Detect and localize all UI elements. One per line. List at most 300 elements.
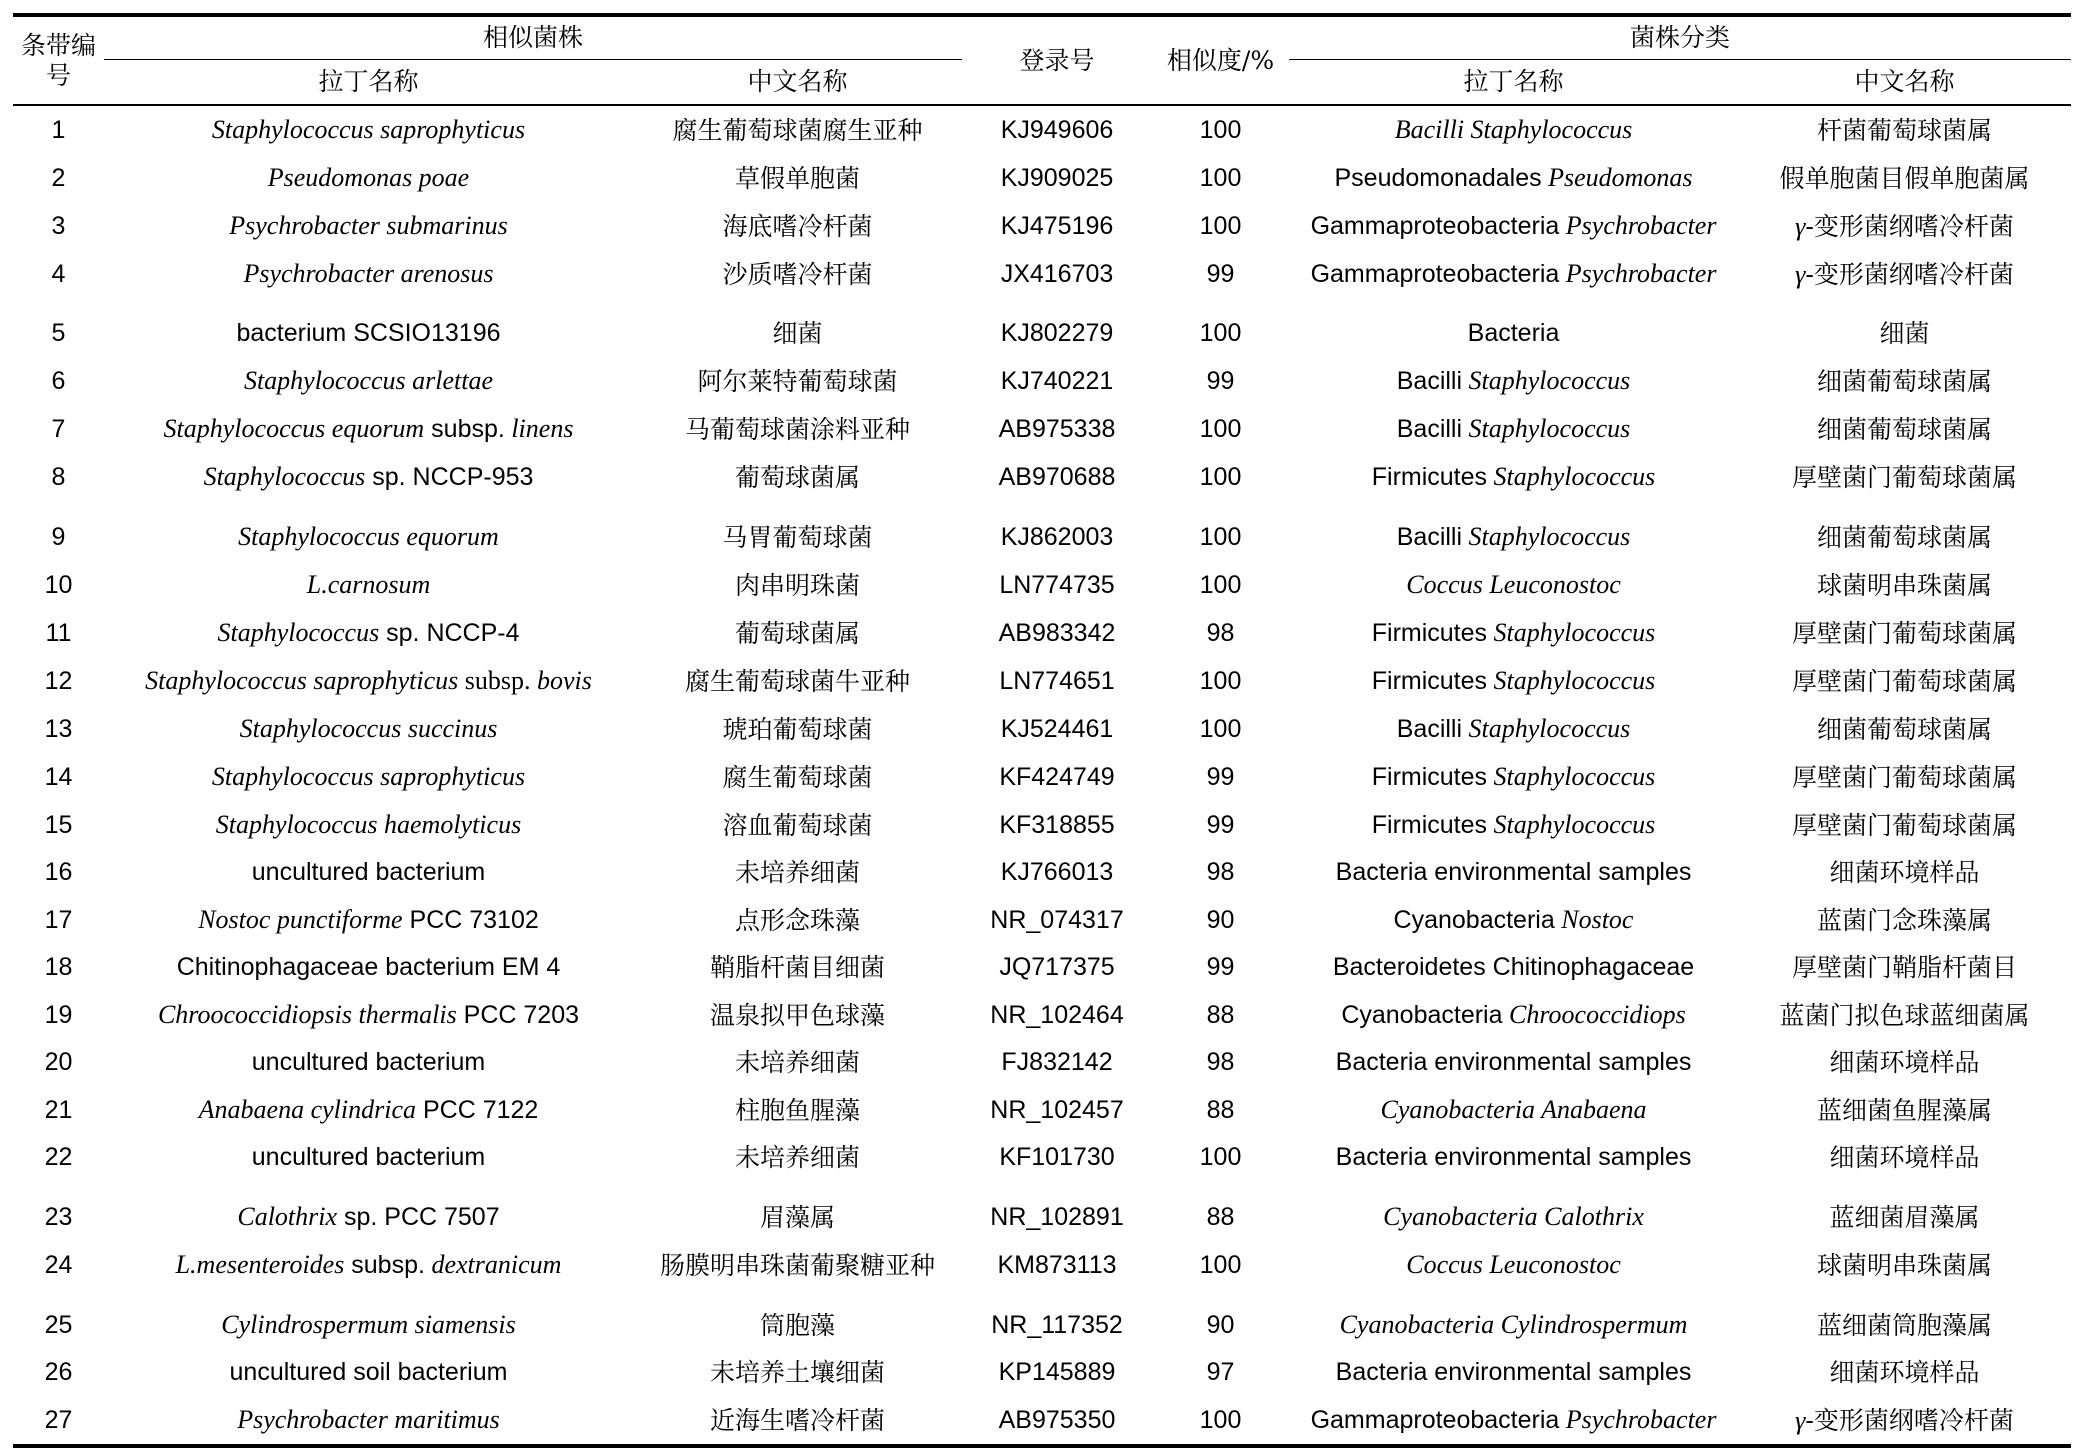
name-segment: Bacilli Staphylococcus [1394,115,1633,144]
table-row [13,1134,2071,1181]
accession-number: KJ802279 [1000,319,1114,347]
classification-latin [1289,1039,1738,1086]
name-segment: Staphylococcus [1462,714,1631,743]
name-segment: subsp. [424,415,505,443]
similar-strain-chinese: 草假单胞菌 [735,163,861,193]
similarity-percent: 88 [1206,1095,1235,1124]
classification-latin [1289,202,1738,250]
name-segment: Staphylococcus saprophyticus [211,762,526,791]
name-segment: Gammaproteobacteria [1310,212,1560,240]
similar-strain-latin [104,801,633,849]
accession-number: AB975338 [998,414,1116,443]
name-segment: PCC 7122 [416,1096,539,1124]
similar-strain-latin [104,202,633,250]
band-number: 15 [44,810,73,839]
classification-latin [1289,849,1738,896]
name-segment: Staphylococcus [217,618,380,647]
name-segment: bovis [530,666,592,695]
band-number: 13 [44,714,73,743]
name-segment: 球菌 [1817,1250,1868,1280]
name-segment: Psychrobacter [1559,211,1717,240]
table-row [13,705,2071,753]
name-segment: γ [1795,259,1806,289]
similar-strain-latin [104,609,633,657]
table-row [13,1396,2071,1446]
band-number: 16 [44,858,73,886]
table-row [13,561,2071,609]
name-segment: Nostoc punctiforme [198,905,403,934]
classification-chinese: 蓝细菌鱼腥藻属 [1817,1095,1993,1125]
name-segment: Bacteria environmental samples [1335,1143,1692,1171]
similar-strain-latin [104,1396,633,1446]
classification-chinese: 杆菌葡萄球菌属 [1817,115,1993,145]
similarity-percent: 99 [1206,810,1235,839]
classification-chinese: 细菌葡萄球菌属 [1817,714,1993,744]
similar-strain-chinese: 筒胞藻 [760,1310,836,1340]
similar-strain-latin [104,705,633,753]
name-segment: linens [504,414,574,443]
name-segment: Staphylococcus succinus [239,714,498,743]
name-segment: Gammaproteobacteria [1310,260,1560,288]
similarity-percent: 88 [1206,1202,1235,1231]
similarity-percent: 99 [1206,953,1235,981]
name-segment: Cyanobacteria Cylindrospermum [1339,1310,1688,1339]
classification-latin-header: 拉丁名称 [1463,67,1564,96]
band-number: 17 [44,905,73,934]
similar-strain-chinese: 细菌 [772,319,823,348]
similar-strain-chinese: 阿尔莱特葡萄球菌 [697,366,898,396]
name-segment: Bacilli [1396,367,1463,395]
name-segment: Psychrobacter submarinus [229,211,508,240]
classification-latin [1289,1241,1738,1289]
name-segment: bacterium SCSIO13196 [236,319,501,347]
similarity-percent: 98 [1206,618,1235,647]
name-segment: Bacteroidetes Chitinophagaceae [1332,953,1695,981]
table-row [13,1349,2071,1396]
similar-strain-chinese: 溶血葡萄球菌 [722,810,873,840]
band-number: 9 [51,522,66,551]
similar-strain-latin [104,1039,633,1086]
accession-number: AB975350 [998,1405,1116,1434]
accession-number: NR_102457 [990,1095,1124,1124]
accession-number: KJ475196 [1000,211,1114,240]
similarity-percent: 100 [1199,1405,1242,1434]
classification-chinese: 厚壁菌门葡萄球菌属 [1792,666,2018,696]
name-segment: uncultured bacterium [251,1048,486,1076]
table-row [13,944,2071,991]
accession-number: KF318855 [999,810,1115,839]
similar-strain-latin [104,896,633,944]
similar-strain-latin [104,1349,633,1396]
classification-latin [1289,1086,1738,1134]
name-segment: Bacteria environmental samples [1335,1358,1692,1386]
similar-strain-chinese: 腐生葡萄球菌牛亚种 [685,666,911,696]
table-row [13,1181,2071,1241]
similarity-percent: 100 [1199,666,1242,695]
accession-number: KJ949606 [1000,115,1114,144]
band-number: 19 [44,1000,73,1029]
table-row [13,105,2071,154]
band-number: 11 [45,618,72,647]
classification-chinese: 厚壁菌门鞘脂杆菌目 [1792,953,2018,982]
similarity-percent: 100 [1199,714,1242,743]
similarity-percent: 90 [1206,905,1235,934]
name-segment: PCC 73102 [402,906,539,934]
table-row [13,1086,2071,1134]
classification-chinese [1738,1396,2071,1446]
name-segment: Psychrobacter arenosus [243,259,494,288]
similar-strain-latin [104,657,633,705]
name-segment: subsp. [344,1251,425,1279]
similar-strain-latin [104,1086,633,1134]
similar-strain-latin [104,298,633,357]
similarity-percent: 100 [1199,115,1242,144]
similar-strain-chinese: 温泉拟甲色球藻 [710,1000,886,1030]
name-segment: Firmicutes [1371,763,1488,791]
band-number: 7 [51,414,66,443]
classification-chinese: 细菌葡萄球菌属 [1817,414,1993,444]
name-segment: Bacilli [1396,523,1463,551]
table-row [13,991,2071,1039]
accession-number: KJ524461 [1000,714,1114,743]
accession-number: KJ909025 [1000,163,1114,192]
table-row [13,405,2071,453]
name-segment: Staphylococcus saprophyticus [211,115,526,144]
strain-identification-table [13,13,2071,1448]
band-number: 23 [44,1202,73,1231]
chinese-name-header: 中文名称 [747,67,848,96]
name-segment: -变形菌纲嗜冷杆菌 [1805,259,2014,289]
name-segment: sp. NCCP-4 [379,619,520,647]
classification-chinese: 细菌葡萄球菌属 [1817,522,1993,552]
similarity-percent: 98 [1206,858,1235,886]
band-number: 21 [44,1095,73,1124]
classification-chinese: 蓝菌门念珠藻属 [1817,905,1993,935]
name-segment: Staphylococcus equorum [163,414,425,443]
accession-number: KJ740221 [1000,366,1114,395]
table-row [13,1289,2071,1349]
name-segment: Calothrix [237,1202,338,1231]
name-segment: Staphylococcus [1487,618,1656,647]
accession-header: 登录号 [1019,45,1095,75]
table-row [13,609,2071,657]
name-segment: Coccus Leuconostoc [1406,570,1621,599]
accession-number: NR_102464 [990,1000,1124,1029]
similarity-percent: 98 [1206,1048,1235,1076]
table-row [13,1039,2071,1086]
band-number: 6 [51,366,66,395]
accession-number: LN774735 [999,570,1115,599]
band-number: 4 [51,259,66,288]
name-segment: Firmicutes [1371,463,1488,491]
classification-latin [1289,453,1738,501]
name-segment: Staphylococcus [1487,810,1656,839]
band-number: 1 [51,115,66,144]
band-number: 20 [44,1048,73,1076]
name-segment: Staphylococcus [1487,462,1656,491]
accession-number: KM873113 [997,1250,1117,1279]
table-row [13,801,2071,849]
name-segment: -变形菌纲嗜冷杆菌 [1805,1405,2014,1435]
similarity-percent: 100 [1199,1250,1242,1279]
band-number: 3 [51,211,66,240]
classification-latin [1289,609,1738,657]
classification-chinese: 细菌环境样品 [1829,858,1980,887]
similarity-percent: 100 [1199,462,1242,491]
table-row [13,453,2071,501]
similar-strain-latin [104,753,633,801]
name-segment: uncultured soil bacterium [229,1358,508,1386]
name-segment: Firmicutes [1371,667,1488,695]
accession-number: FJ832142 [1001,1048,1113,1076]
similar-strain-latin [104,1134,633,1181]
name-segment: Staphylococcus saprophyticus [145,666,459,695]
table-row [13,1241,2071,1289]
similarity-percent: 99 [1206,259,1235,288]
similar-strain-chinese: 肉串明珠菌 [735,570,861,600]
name-segment: Pseudomonas poae [267,163,470,192]
table-body [13,105,2071,1446]
similar-strain-latin [104,849,633,896]
classification-latin [1289,705,1738,753]
accession-number: KJ766013 [1000,858,1114,886]
name-segment: sp. PCC 7507 [337,1203,500,1231]
name-segment: sp. NCCP-953 [365,463,534,491]
similar-strain-latin [104,991,633,1039]
accession-number: AB983342 [998,618,1116,647]
name-segment: Pseudomonadales [1334,164,1542,192]
similarity-percent: 99 [1206,762,1235,791]
similar-strain-latin [104,501,633,561]
classification-latin [1289,801,1738,849]
similar-strain-latin [104,105,633,154]
accession-number: KJ862003 [1000,522,1114,551]
name-segment: Psychrobacter [1559,1405,1717,1434]
similar-strain-chinese: 腐生葡萄球菌腐生亚种 [672,115,923,145]
name-segment: Bacteria [1467,319,1560,347]
accession-number: KF424749 [999,762,1115,791]
classification-chinese: 厚壁菌门葡萄球菌属 [1792,462,2018,492]
name-segment: subsp. [458,666,531,695]
classification-latin [1289,405,1738,453]
similar-strain-chinese: 近海生嗜冷杆菌 [710,1405,886,1435]
classification-chinese: 蓝细菌筒胞藻属 [1817,1310,1993,1340]
classification-latin [1289,657,1738,705]
similarity-percent: 90 [1206,1310,1235,1339]
classification-latin [1289,105,1738,154]
classification-chinese: 假单胞菌目假单胞菌属 [1779,163,2030,193]
name-segment: Gammaproteobacteria [1310,1406,1560,1434]
similar-strain-latin [104,561,633,609]
band-number-header: 条带编号 [20,30,96,90]
name-segment: Staphylococcus equorum [238,522,499,551]
name-segment: L.carnosum [306,570,431,599]
band-number: 26 [44,1358,73,1386]
classification-chinese: 球菌明串珠菌属 [1817,570,1993,600]
accession-number: LN774651 [999,666,1115,695]
accession-number: AB970688 [998,462,1116,491]
classification-chinese: 厚壁菌门葡萄球菌属 [1792,618,2018,648]
name-segment: Staphylococcus [1462,522,1631,551]
similar-strain-latin [104,1181,633,1241]
table-row [13,501,2071,561]
table-row [13,896,2071,944]
classification-chinese: 厚壁菌门葡萄球菌属 [1792,810,2018,840]
name-segment: Staphylococcus [203,462,366,491]
classification-latin [1289,1134,1738,1181]
band-number: 5 [51,319,66,347]
similar-strain-chinese: 葡萄球菌属 [735,462,861,492]
similar-strain-latin [104,154,633,202]
band-number: 22 [44,1143,73,1171]
table-row [13,657,2071,705]
similar-strain-chinese: 未培养细菌 [735,858,861,887]
similar-strain-latin [104,1241,633,1289]
similar-strain-chinese: 马胃葡萄球菌 [722,522,873,552]
name-segment: -变形菌纲嗜冷杆菌 [1805,211,2014,241]
name-segment: Staphylococcus [1487,666,1656,695]
accession-number: JX416703 [1000,259,1114,288]
table-row [13,849,2071,896]
classification-latin [1289,1181,1738,1241]
similarity-percent: 100 [1199,163,1242,192]
classification-latin [1289,357,1738,405]
classification-header: 菌株分类 [1289,15,2071,60]
band-number: 18 [44,953,73,981]
similar-strain-chinese: 沙质嗜冷杆菌 [722,259,873,289]
name-segment: Staphylococcus [1462,366,1631,395]
classification-latin [1289,501,1738,561]
name-segment: Cylindrospermum siamensis [221,1310,516,1339]
similarity-percent: 100 [1199,522,1242,551]
name-segment: Bacteria environmental samples [1335,858,1692,886]
name-segment: Staphylococcus arlettae [243,366,494,395]
name-segment: Psychrobacter [1559,259,1717,288]
similar-strain-chinese: 琥珀葡萄球菌 [722,714,873,744]
band-number: 24 [44,1250,73,1279]
similar-strain-latin [104,250,633,298]
name-segment: Bacilli [1396,415,1463,443]
name-segment: Nostoc [1554,905,1634,934]
name-segment: Pseudomonas [1541,163,1693,192]
similar-strain-latin [104,357,633,405]
name-segment: Cyanobacteria [1341,1001,1503,1029]
similar-strain-latin [104,1289,633,1349]
classification-chinese: 细菌环境样品 [1829,1143,1980,1172]
name-segment: Firmicutes [1371,619,1488,647]
classification-latin [1289,991,1738,1039]
classification-chinese [1738,250,2071,298]
similar-strain-chinese: 马葡萄球菌涂料亚种 [685,414,911,444]
table-row [13,250,2071,298]
name-segment: Firmicutes [1371,811,1488,839]
similarity-percent: 100 [1199,414,1242,443]
table-row [13,202,2071,250]
name-segment: Cyanobacteria Anabaena [1380,1095,1647,1124]
band-number: 2 [51,163,66,192]
similarity-percent: 100 [1199,1143,1242,1171]
classification-chinese-header: 中文名称 [1854,67,1955,96]
similar-strain-chinese: 未培养土壤细菌 [710,1358,886,1387]
classification-chinese [1738,202,2071,250]
classification-chinese: 细菌环境样品 [1829,1048,1980,1077]
table-row [13,154,2071,202]
name-segment: Bacilli [1396,715,1463,743]
table-row [13,753,2071,801]
similarity-percent: 97 [1206,1358,1235,1386]
name-segment: uncultured bacterium [251,858,486,886]
accession-number: NR_102891 [990,1202,1124,1231]
similar-strain-chinese: 柱胞鱼腥藻 [735,1095,861,1125]
similarity-percent: 100 [1199,319,1242,347]
similarity-percent: 100 [1199,211,1242,240]
accession-number: JQ717375 [999,953,1115,981]
classification-chinese: 厚壁菌门葡萄球菌属 [1792,762,2018,792]
table-header [13,15,2071,105]
table-row [13,298,2071,357]
name-segment: uncultured bacterium [251,1143,486,1171]
classification-latin [1289,753,1738,801]
similar-strain-latin [104,944,633,991]
name-segment: L.mesenteroides [175,1250,345,1279]
classification-latin [1289,561,1738,609]
name-segment: γ [1795,1405,1806,1435]
name-segment: Cyanobacteria [1393,906,1555,934]
similar-strain-chinese: 海底嗜冷杆菌 [722,211,873,241]
similar-strain-chinese: 未培养细菌 [735,1143,861,1172]
similarity-percent: 99 [1206,366,1235,395]
name-segment: Chroococcidiops [1502,1000,1686,1029]
name-segment: PCC 7203 [456,1001,580,1029]
similar-strain-chinese: 肠膜明串珠菌葡聚糖亚种 [660,1250,936,1280]
accession-number: KF101730 [999,1143,1115,1171]
accession-number: NR_074317 [990,905,1124,934]
similar-strain-chinese: 鞘脂杆菌目细菌 [710,953,886,982]
accession-number: NR_117352 [991,1310,1123,1339]
classification-latin [1289,1349,1738,1396]
name-segment: γ [1795,211,1806,241]
band-number: 10 [44,570,73,599]
classification-latin [1289,154,1738,202]
similar-strain-chinese: 葡萄球菌属 [735,618,861,648]
similar-strain-chinese: 眉藻属 [760,1202,836,1232]
name-segment: Coccus Leuconostoc [1406,1250,1621,1279]
name-segment: Psychrobacter maritimus [237,1405,500,1434]
classification-latin [1289,944,1738,991]
band-number: 14 [44,762,73,791]
name-segment: Chitinophagaceae bacterium EM 4 [176,953,561,981]
classification-latin [1289,298,1738,357]
classification-latin [1289,1396,1738,1446]
band-number: 8 [51,462,66,491]
accession-number: KP145889 [998,1358,1116,1386]
classification-latin [1289,250,1738,298]
classification-chinese: 蓝细菌眉藻属 [1829,1202,1980,1232]
classification-chinese: 细菌环境样品 [1829,1358,1980,1387]
name-segment: Staphylococcus haemolyticus [215,810,522,839]
similarity-header: 相似度/% [1166,45,1275,75]
band-number: 25 [44,1310,73,1339]
classification-chinese: 蓝菌门拟色球蓝细菌属 [1779,1000,2030,1030]
similar-strain-chinese: 点形念珠藻 [735,905,861,935]
table-row [13,357,2071,405]
similarity-percent: 88 [1206,1000,1235,1029]
classification-latin [1289,896,1738,944]
classification-chinese: 细菌 [1879,319,1930,348]
name-segment: Anabaena cylindrica [198,1095,417,1124]
header-row-top [13,15,2071,60]
similarity-percent: 100 [1199,570,1242,599]
